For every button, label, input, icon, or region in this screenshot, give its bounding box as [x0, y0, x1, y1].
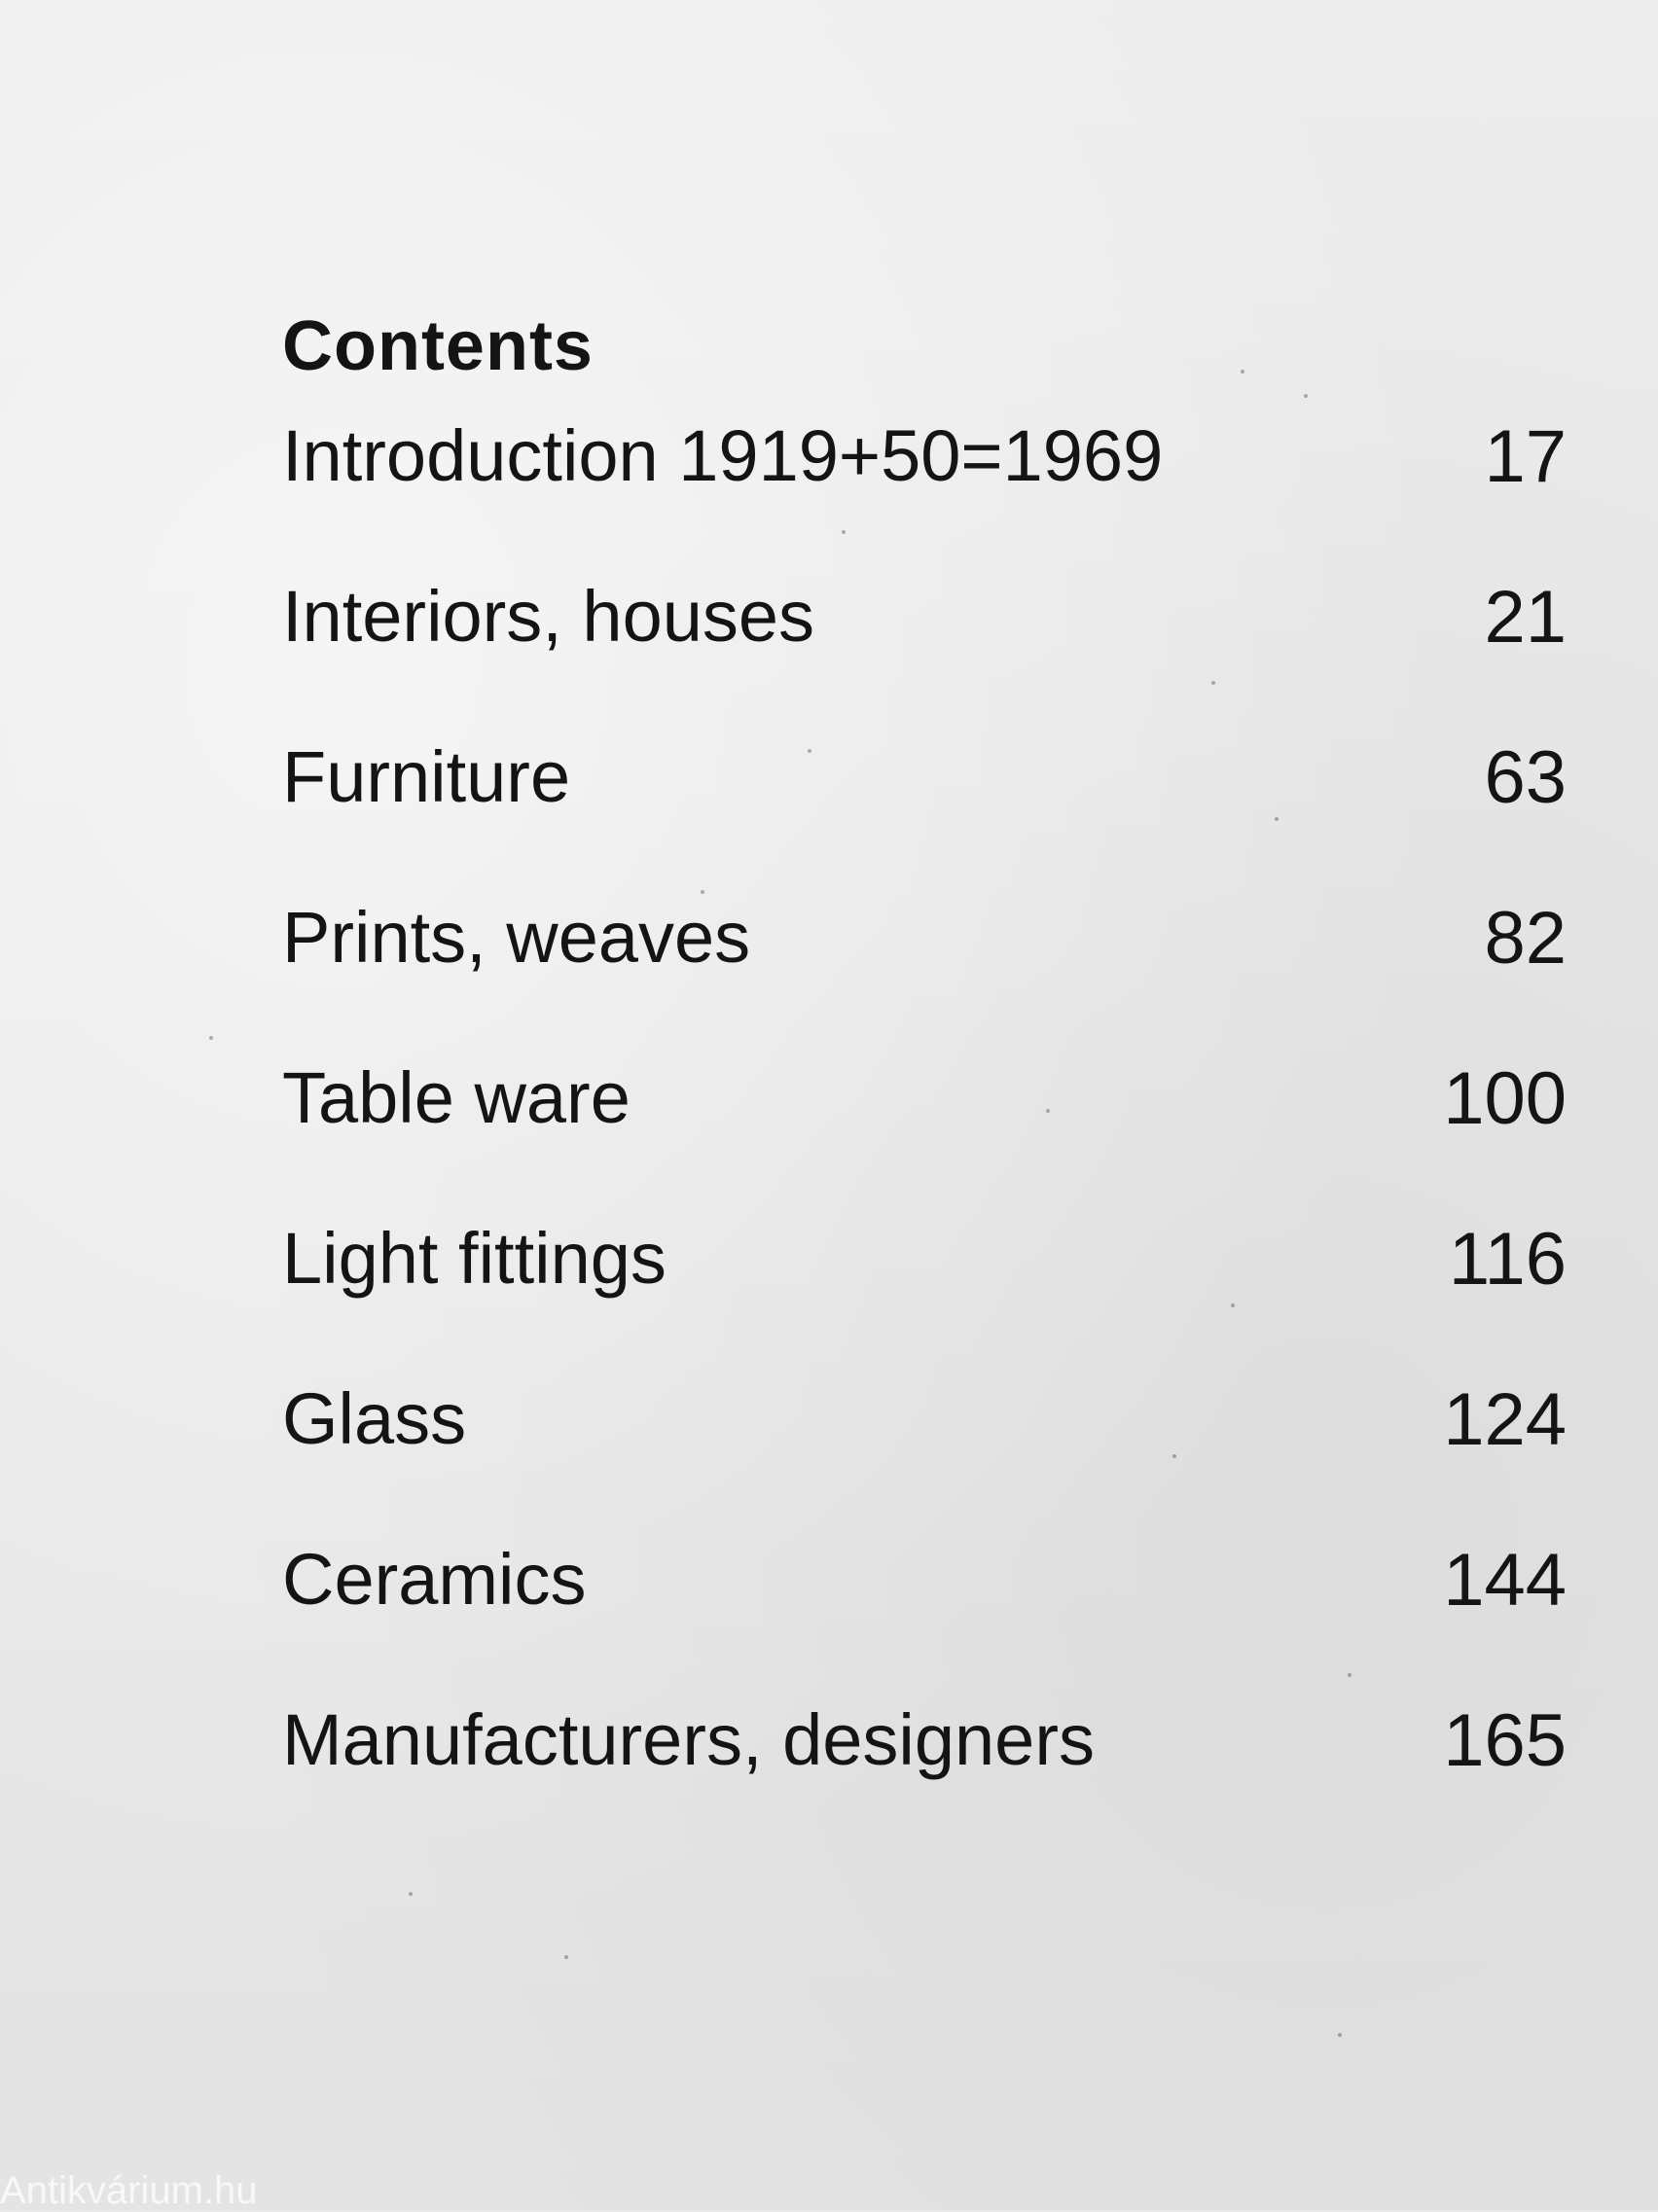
- paper-speck: [564, 1955, 568, 1959]
- watermark: Antikvárium.hu: [0, 2169, 258, 2212]
- toc-entry-label: Introduction 1919+50=1969: [282, 415, 1164, 496]
- toc-entry-introduction: [282, 415, 1567, 581]
- toc-entry-page-number: 116: [1448, 1218, 1567, 1301]
- paper-speck: [1172, 1454, 1176, 1458]
- toc-entry-ceramics: [282, 1539, 1567, 1704]
- toc-entry-page-number: 165: [1443, 1699, 1567, 1782]
- paper-speck: [409, 1892, 413, 1896]
- toc-entry-table-ware: [282, 1057, 1567, 1223]
- toc-entry-glass: [282, 1378, 1567, 1544]
- paper-speck: [701, 890, 704, 894]
- toc-entry-label: Table ware: [282, 1057, 631, 1138]
- toc-entry-page-number: 100: [1443, 1057, 1567, 1140]
- toc-entry-page-number: 63: [1484, 736, 1567, 819]
- toc-entry-label: Manufacturers, designers: [282, 1699, 1095, 1780]
- paper-speck: [842, 530, 846, 534]
- toc-entry-interiors-houses: [282, 576, 1567, 741]
- toc-entry-page-number: 17: [1484, 415, 1567, 498]
- paper-speck: [1231, 1303, 1235, 1307]
- toc-entry-label: Furniture: [282, 736, 571, 817]
- toc-entry-page-number: 21: [1484, 576, 1567, 659]
- toc-entry-page-number: 82: [1484, 897, 1567, 980]
- table-of-contents: [282, 415, 1567, 1865]
- toc-entry-label: Light fittings: [282, 1218, 667, 1299]
- paper-speck: [1241, 370, 1244, 374]
- toc-entry-light-fittings: [282, 1218, 1567, 1383]
- toc-entry-label: Interiors, houses: [282, 576, 815, 657]
- toc-entry-label: Glass: [282, 1378, 467, 1459]
- toc-entry-label: Prints, weaves: [282, 897, 751, 978]
- toc-entry-manufacturers-designers: [282, 1699, 1567, 1865]
- contents-heading: Contents: [282, 307, 594, 385]
- paper-speck: [808, 749, 811, 753]
- toc-entry-page-number: 144: [1443, 1539, 1567, 1622]
- paper-speck: [1304, 394, 1308, 398]
- paper-speck: [1275, 817, 1279, 821]
- toc-entry-page-number: 124: [1443, 1378, 1567, 1461]
- paper-speck: [1338, 2033, 1342, 2037]
- paper-speck: [1046, 1109, 1050, 1113]
- paper-speck: [1348, 1673, 1352, 1677]
- toc-entry-furniture: [282, 736, 1567, 902]
- paper-speck: [1211, 681, 1215, 685]
- paper-speck: [209, 1036, 213, 1040]
- toc-entry-prints-weaves: [282, 897, 1567, 1062]
- toc-entry-label: Ceramics: [282, 1539, 587, 1620]
